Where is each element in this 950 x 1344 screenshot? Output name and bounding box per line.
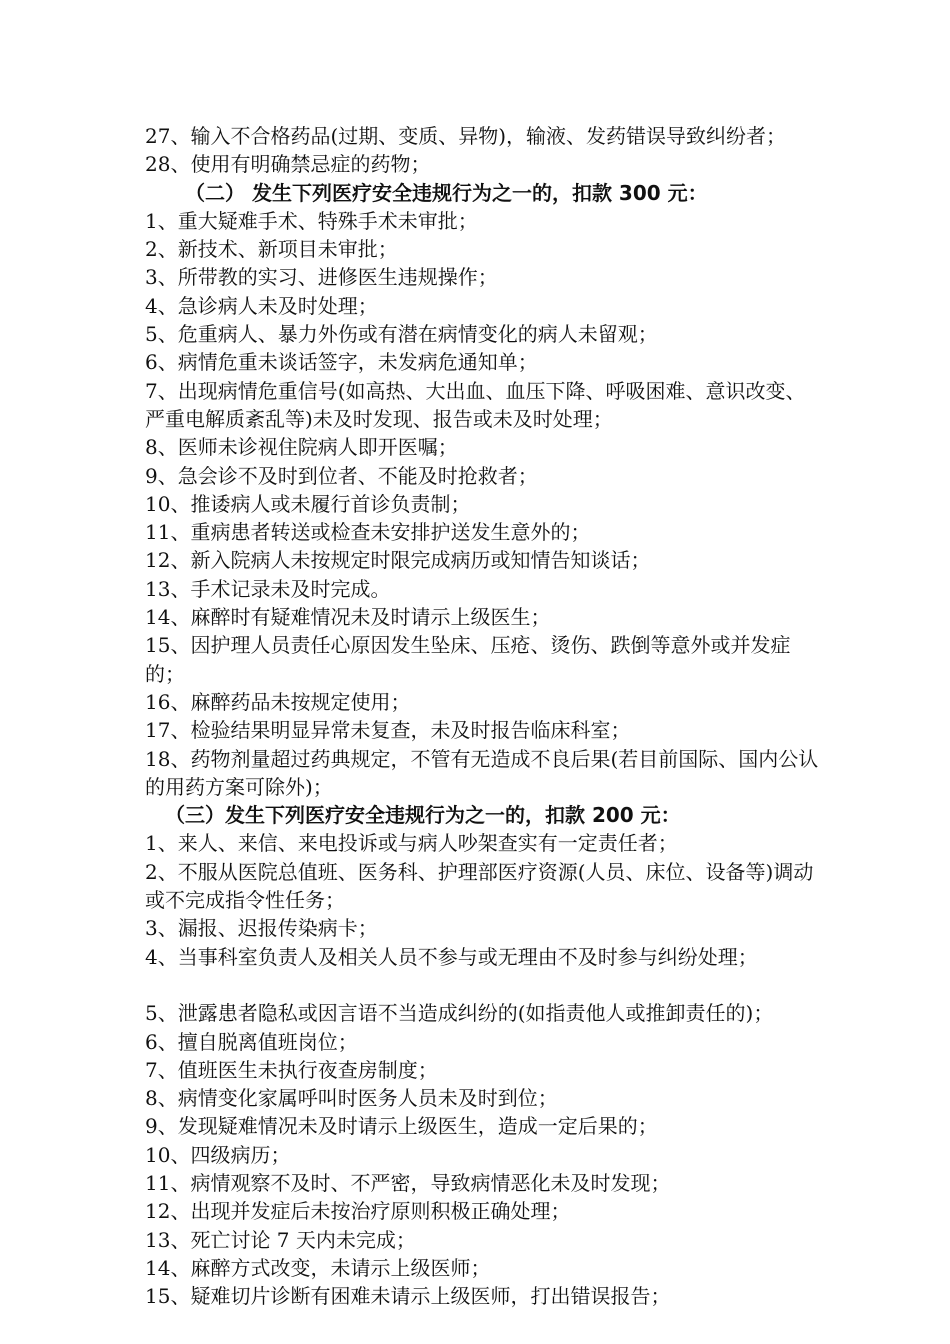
section2-list [145, 207, 820, 801]
list-item: 2、新技术、新项目未审批； [145, 237, 398, 262]
list-item: 11、重病患者转送或检查未安排护送发生意外的； [145, 520, 591, 545]
list-item: 7、出现病情危重信号(如高热、大出血、血压下降、呼吸困难、意识改变、严重电解质紊乱等)未及时发现、报告或未及时处理； [145, 378, 806, 431]
list-item: 12、新入院病人未按规定时限完成病历或知情告知谈话； [145, 548, 651, 573]
list-item: 1、重大疑难手术、特殊手术未审批； [145, 208, 478, 233]
list-item: 6、病情危重未谈话签字，未发病危通知单； [145, 350, 538, 375]
list-item: 28、使用有明确禁忌症的药物； [145, 152, 431, 177]
list-item: 15、因护理人员责任心原因发生坠床、压疮、烫伤、跌倒等意外或并发症的； [145, 633, 791, 686]
list-item: 9、急会诊不及时到位者、不能及时抢救者； [145, 463, 538, 488]
section3-list [145, 829, 820, 1310]
list-item: 13、死亡讨论 7 天内未完成； [145, 1227, 416, 1252]
list-item: 18、药物剂量超过药典规定，不管有无造成不良后果(若目前国际、国内公认的用药方案可除外)； [145, 746, 819, 799]
section2-heading: （二） 发生下列医疗安全违规行为之一的，扣款 300 元： [185, 180, 708, 205]
list-item: 14、麻醉时有疑难情况未及时请示上级医生； [145, 605, 551, 630]
list-item: 17、检验结果明显异常未复查，未及时报告临床科室； [145, 718, 631, 743]
list-item: 5、泄露患者隐私或因言语不当造成纠纷的(如指责他人或推卸责任的)； [145, 1001, 774, 1026]
list-item: 1、来人、来信、来电投诉或与病人吵架查实有一定责任者； [145, 831, 678, 856]
list-item: 2、不服从医院总值班、医务科、护理部医疗资源(人员、床位、设备等)调动或不完成指令性任务； [145, 859, 814, 913]
list-item: 11、病情观察不及时、不严密，导致病情恶化未及时发现； [145, 1170, 671, 1195]
list-item: 15、疑难切片诊断有困难未请示上级医师，打出错误报告； [145, 1284, 671, 1309]
list-item: 3、漏报、迟报传染病卡； [145, 916, 378, 941]
list-item: 27、输入不合格药品(过期、变质、异物)，输液、发药错误导致纠纷者； [145, 124, 787, 148]
list-item: 9、发现疑难情况未及时请示上级医生，造成一定后果的； [145, 1114, 658, 1139]
list-item: 4、当事科室负责人及相关人员不参与或无理由不及时参与纠纷处理； [145, 944, 758, 969]
list-item: 6、擅自脱离值班岗位； [145, 1029, 358, 1054]
list-item: 8、医师未诊视住院病人即开医嘱； [145, 435, 458, 460]
list-item: 7、值班医生未执行夜查房制度； [145, 1057, 438, 1082]
list-item: 12、出现并发症后未按治疗原则积极正确处理； [145, 1199, 571, 1224]
list-item: 14、麻醉方式改变，未请示上级医师； [145, 1255, 491, 1280]
list-item: 13、手术记录未及时完成。 [145, 576, 391, 601]
list-item: 10、推诿病人或未履行首诊负责制； [145, 491, 471, 516]
list-item: 16、麻醉药品未按规定使用； [145, 689, 411, 714]
list-item: 10、四级病历； [145, 1142, 291, 1167]
blank-line [145, 971, 820, 999]
list-item: 3、所带教的实习、进修医生违规操作； [145, 265, 498, 290]
section1-tail-list [145, 122, 820, 179]
list-item: 8、病情变化家属呼叫时医务人员未及时到位； [145, 1086, 558, 1111]
document-page [145, 122, 820, 1310]
list-item: 5、危重病人、暴力外伤或有潜在病情变化的病人未留观； [145, 322, 658, 347]
list-item: 4、急诊病人未及时处理； [145, 293, 378, 318]
section3-heading: （三）发生下列医疗安全违规行为之一的，扣款 200 元： [165, 803, 681, 828]
